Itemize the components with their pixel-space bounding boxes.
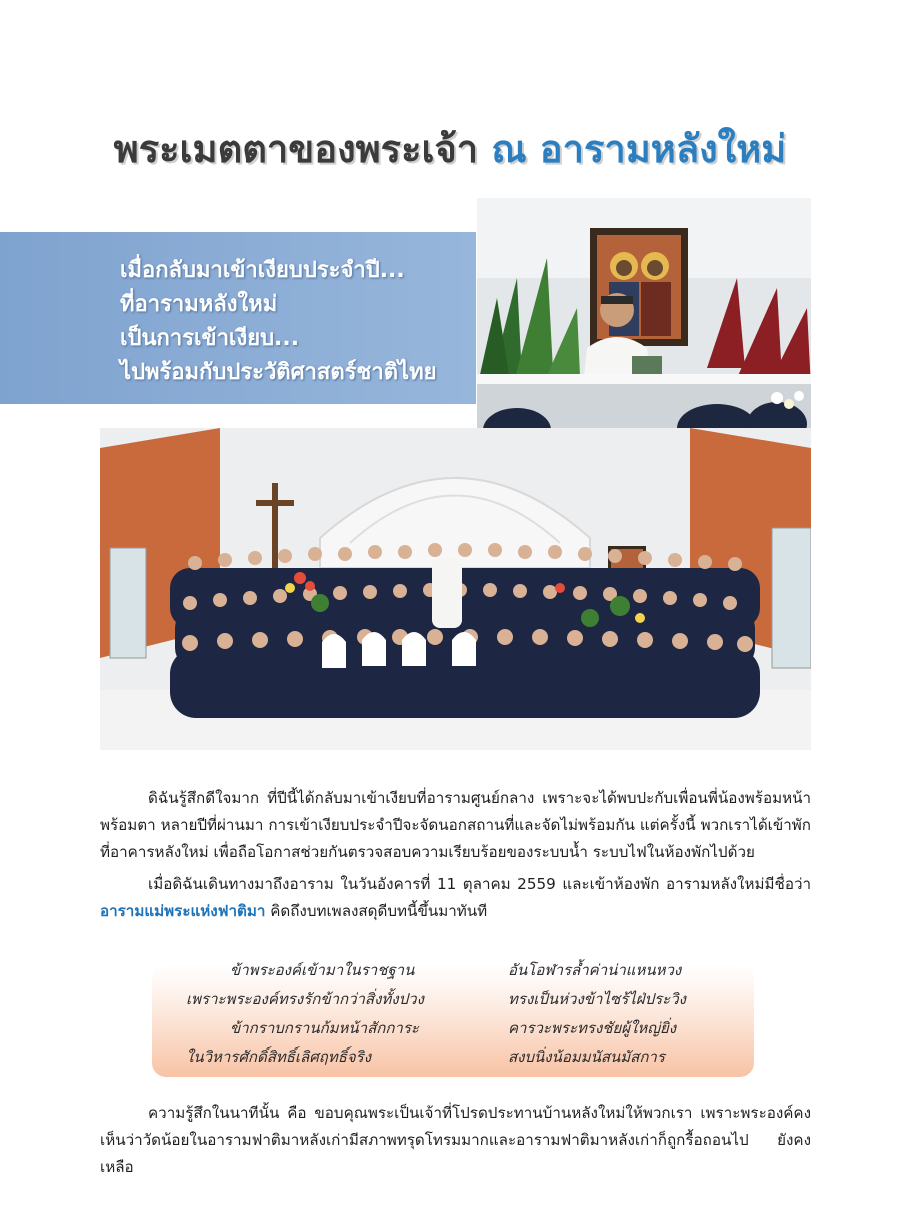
intro-line-1: เมื่อกลับมาเข้าเงียบประจำปี...	[120, 258, 405, 283]
poem-right-line-4: สงบนิ่งน้อมมนัสนมัสการ	[508, 1048, 665, 1066]
intro-line-3: เป็นการเข้าเงียบ...	[120, 326, 300, 351]
intro-line-2: ที่อารามหลังใหม่	[120, 292, 278, 317]
photo-priest-reading-image	[477, 198, 811, 442]
poem-left-line-4: ในวิหารศักดิ์สิทธิ์เลิศฤทธิ์จริง	[186, 1048, 372, 1066]
paragraph-2-start: เมื่อดิฉันเดินทางมาถึงอาราม ในวันอังคารที่ 11 ตุลาคม 2559 และเข้าห้องพัก อารามหลังใหม่มีชื่อว่า	[148, 875, 811, 893]
page-title-part1: พระเมตตาของพระเจ้า	[113, 127, 479, 171]
paragraph-2	[100, 871, 811, 925]
poem-left-line-1: ข้าพระองค์เข้ามาในราชฐาน	[230, 961, 415, 979]
page-title	[0, 118, 900, 179]
paragraph-2-end: คิดถึงบทเพลงสดุดีบทนี้ขึ้นมาทันที	[270, 902, 488, 920]
poem-right-line-1: อันโอฬารล้ำค่าน่าแหนหวง	[508, 961, 682, 979]
poem-left-line-2: เพราะพระองค์ทรงรักข้ากว่าสิ่งทั้งปวง	[186, 990, 424, 1008]
poem-right-line-3: คารวะพระทรงชัยผู้ใหญ่ยิ่ง	[508, 1019, 677, 1037]
page-title-part2: ณ อารามหลังใหม่	[491, 127, 787, 171]
poem-right-line-2: ทรงเป็นห่วงข้าไซร้ไฝ่ประวิง	[508, 990, 686, 1008]
photo-priest-reading	[477, 198, 811, 442]
photo-group-sisters-image	[100, 428, 811, 750]
paragraph-1: ดิฉันรู้สึกดีใจมาก ที่ปีนี้ได้กลับมาเข้าเงียบที่อารามศูนย์กลาง เพราะจะได้พบปะกับเพื่อนพี่น้องพร้อมหน้าพร้อมตา หลายปีที่ผ่านมา การเข้าเงียบประจำปีจะจัดนอกสถานที่และจัดไม่พร้อมกัน แต่ครั้งนี้ พวกเราได้เข้าพักที่อาคารหลังใหม่ เพื่อถือโอกาสช่วยกันตรวจสอบความเรียบร้อยของระบบน้ำ ระบบไฟในห้องพักไปด้วย	[100, 789, 811, 861]
paragraph-2-highlight: อารามแม่พระแห่งฟาติมา	[100, 902, 266, 920]
poem-left-line-3: ข้ากราบกรานก้มหน้าสักการะ	[230, 1019, 419, 1037]
intro-box	[0, 232, 476, 404]
photo-group-sisters	[100, 428, 811, 750]
intro-line-4: ไปพร้อมกับประวัติศาสตร์ชาติไทย	[120, 360, 437, 385]
paragraph-3: ความรู้สึกในนาทีนั้น คือ ขอบคุณพระเป็นเจ้าที่โปรดประทานบ้านหลังใหม่ให้พวกเรา เพราะพระองค์คงเห็นว่าวัดน้อยในอารามฟาติมาหลังเก่ามีสภาพทรุดโทรมมากและอารามฟาติมาหลังเก่าก็ถูกรื้อถอนไป ยังคงเหลือ	[100, 1104, 811, 1176]
